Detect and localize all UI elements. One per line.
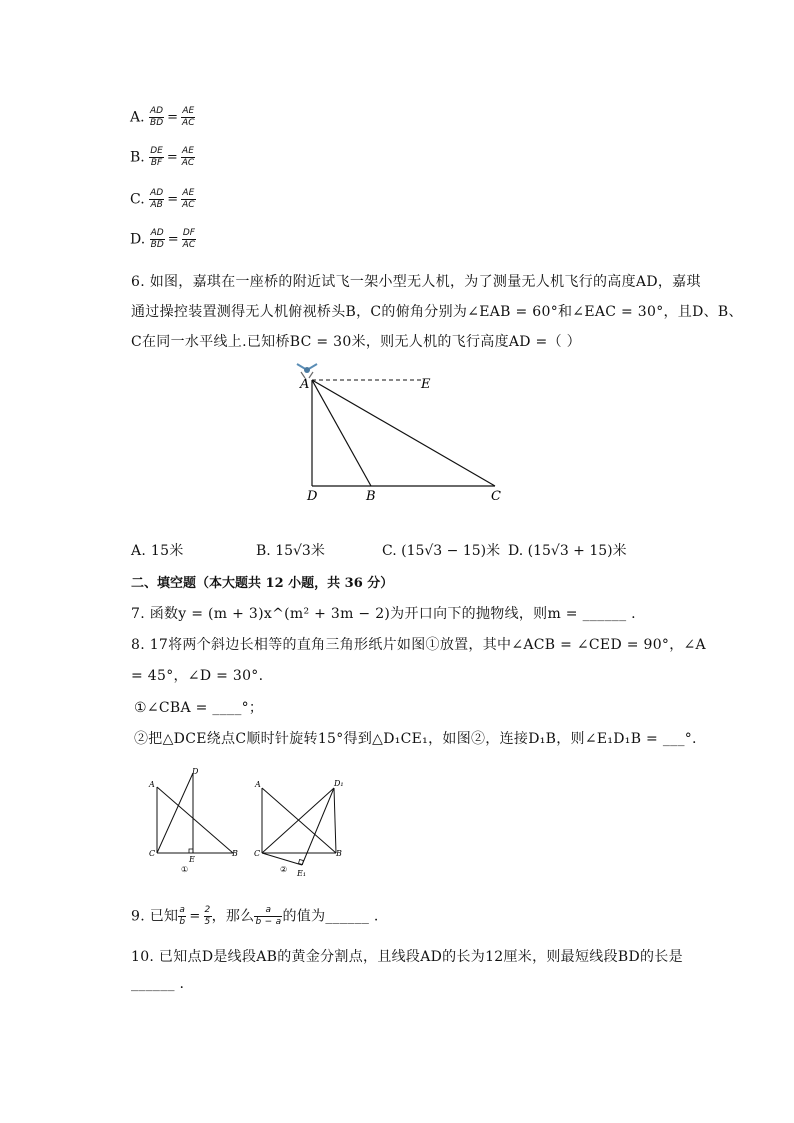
q8-line-4: ②把△DCE绕点C顺时针旋转15°得到△D₁CE₁，如图②，连接D₁B，则∠E₁D₁B = ___°.: [134, 731, 697, 747]
fig2-label-c: C: [254, 849, 261, 858]
fig1-number: ①: [181, 865, 189, 874]
q6-option-a: A. 15米: [131, 543, 184, 559]
q8-line-2: = 45°，∠D = 30°.: [131, 668, 264, 684]
q6-option-d: D. (15√3 + 15)米: [508, 543, 627, 559]
segment-ab: [312, 380, 371, 486]
q8-line-1: 8. 17将两个斜边长相等的直角三角形纸片如图①放置，其中∠ACB = ∠CED = 90°，∠A: [131, 637, 706, 653]
section-title: 二、填空题（本大题共 12 小题，共 36 分）: [131, 576, 394, 591]
q6-line-2: 通过操控装置测得无人机俯视桥头B，C的俯角分别为∠EAB = 60°和∠EAC = 30°，且D、B、: [131, 304, 743, 320]
fraction: $\frac{DF}{AC}$: [182, 228, 196, 250]
q5-option-b: B. $\frac{DE}{BF}$ = $\frac{AE}{AC}$: [130, 146, 195, 168]
fraction: $\frac{AE}{AC}$: [182, 106, 195, 128]
fraction: $\frac{a}{b - a}$: [255, 905, 282, 927]
fraction: $\frac{2}{5}$: [204, 905, 211, 927]
fraction: $\frac{AD}{AB}$: [150, 188, 164, 210]
fraction: $\frac{AD}{BD}$: [150, 228, 164, 250]
fig1-label-b: B: [232, 849, 238, 858]
fraction: $\frac{a}{b}$: [179, 905, 186, 927]
segment-ac: [312, 380, 495, 486]
fraction: $\frac{DE}{BF}$: [150, 146, 163, 168]
fig1-label-e: E: [189, 855, 195, 864]
q7-text: 7. 函数y = (m + 3)x^(m² + 3m − 2)为开口向下的抛物线，则m = ______ .: [131, 606, 636, 622]
q6-option-c: C. (15√3 − 15)米: [382, 543, 501, 559]
fraction: $\frac{AE}{AC}$: [182, 188, 195, 210]
fraction: $\frac{AD}{BD}$: [150, 106, 164, 128]
q5-option-a: A. $\frac{AD}{BD}$ = $\frac{AE}{AC}$: [130, 106, 195, 128]
fig2-label-a: A: [255, 780, 261, 789]
q8-figure-2: [250, 772, 360, 882]
fig1-label-d: D: [192, 767, 199, 776]
q8-line-3: ①∠CBA = ____°；: [134, 700, 264, 716]
label-c: C: [491, 489, 501, 504]
fig2-label-e1: E₁: [297, 869, 307, 878]
fig1-label-a: A: [149, 780, 155, 789]
q6-figure: [285, 358, 515, 508]
label-b: B: [366, 489, 376, 504]
label-a: A: [300, 377, 310, 392]
fig2-label-d1: D₁: [334, 779, 344, 788]
q10-line-2: ______ .: [131, 976, 185, 992]
fig2-label-b: B: [336, 849, 342, 858]
q5-option-c: C. $\frac{AD}{AB}$ = $\frac{AE}{AC}$: [130, 188, 195, 210]
fig2-number: ②: [280, 865, 288, 874]
q5-option-d: D. $\frac{AD}{BD}$ = $\frac{DF}{AC}$: [130, 228, 196, 250]
q6-line-1: 6. 如图，嘉琪在一座桥的附近试飞一架小型无人机，为了测量无人机飞行的高度AD，嘉琪: [131, 274, 701, 290]
drone-icon: [297, 364, 317, 378]
q9-text: 9. 已知 $\frac{a}{b}$ = $\frac{2}{5}$ ，那么 $\frac{a}{b - a}$ 的值为______ .: [131, 905, 379, 927]
fig1-label-c: C: [149, 849, 156, 858]
q6-option-b: B. 15√3米: [256, 543, 325, 559]
fraction: $\frac{AE}{AC}$: [181, 146, 195, 168]
q8-figure-1: [145, 765, 245, 880]
q10-line-1: 10. 已知点D是线段AB的黄金分割点，且线段AD的长为12厘米，则最短线段BD的长是: [131, 949, 683, 965]
label-e: E: [421, 377, 431, 392]
label-d: D: [307, 489, 318, 504]
q6-line-3: C在同一水平线上.已知桥BC = 30米，则无人机的飞行高度AD =（ ）: [131, 334, 581, 350]
